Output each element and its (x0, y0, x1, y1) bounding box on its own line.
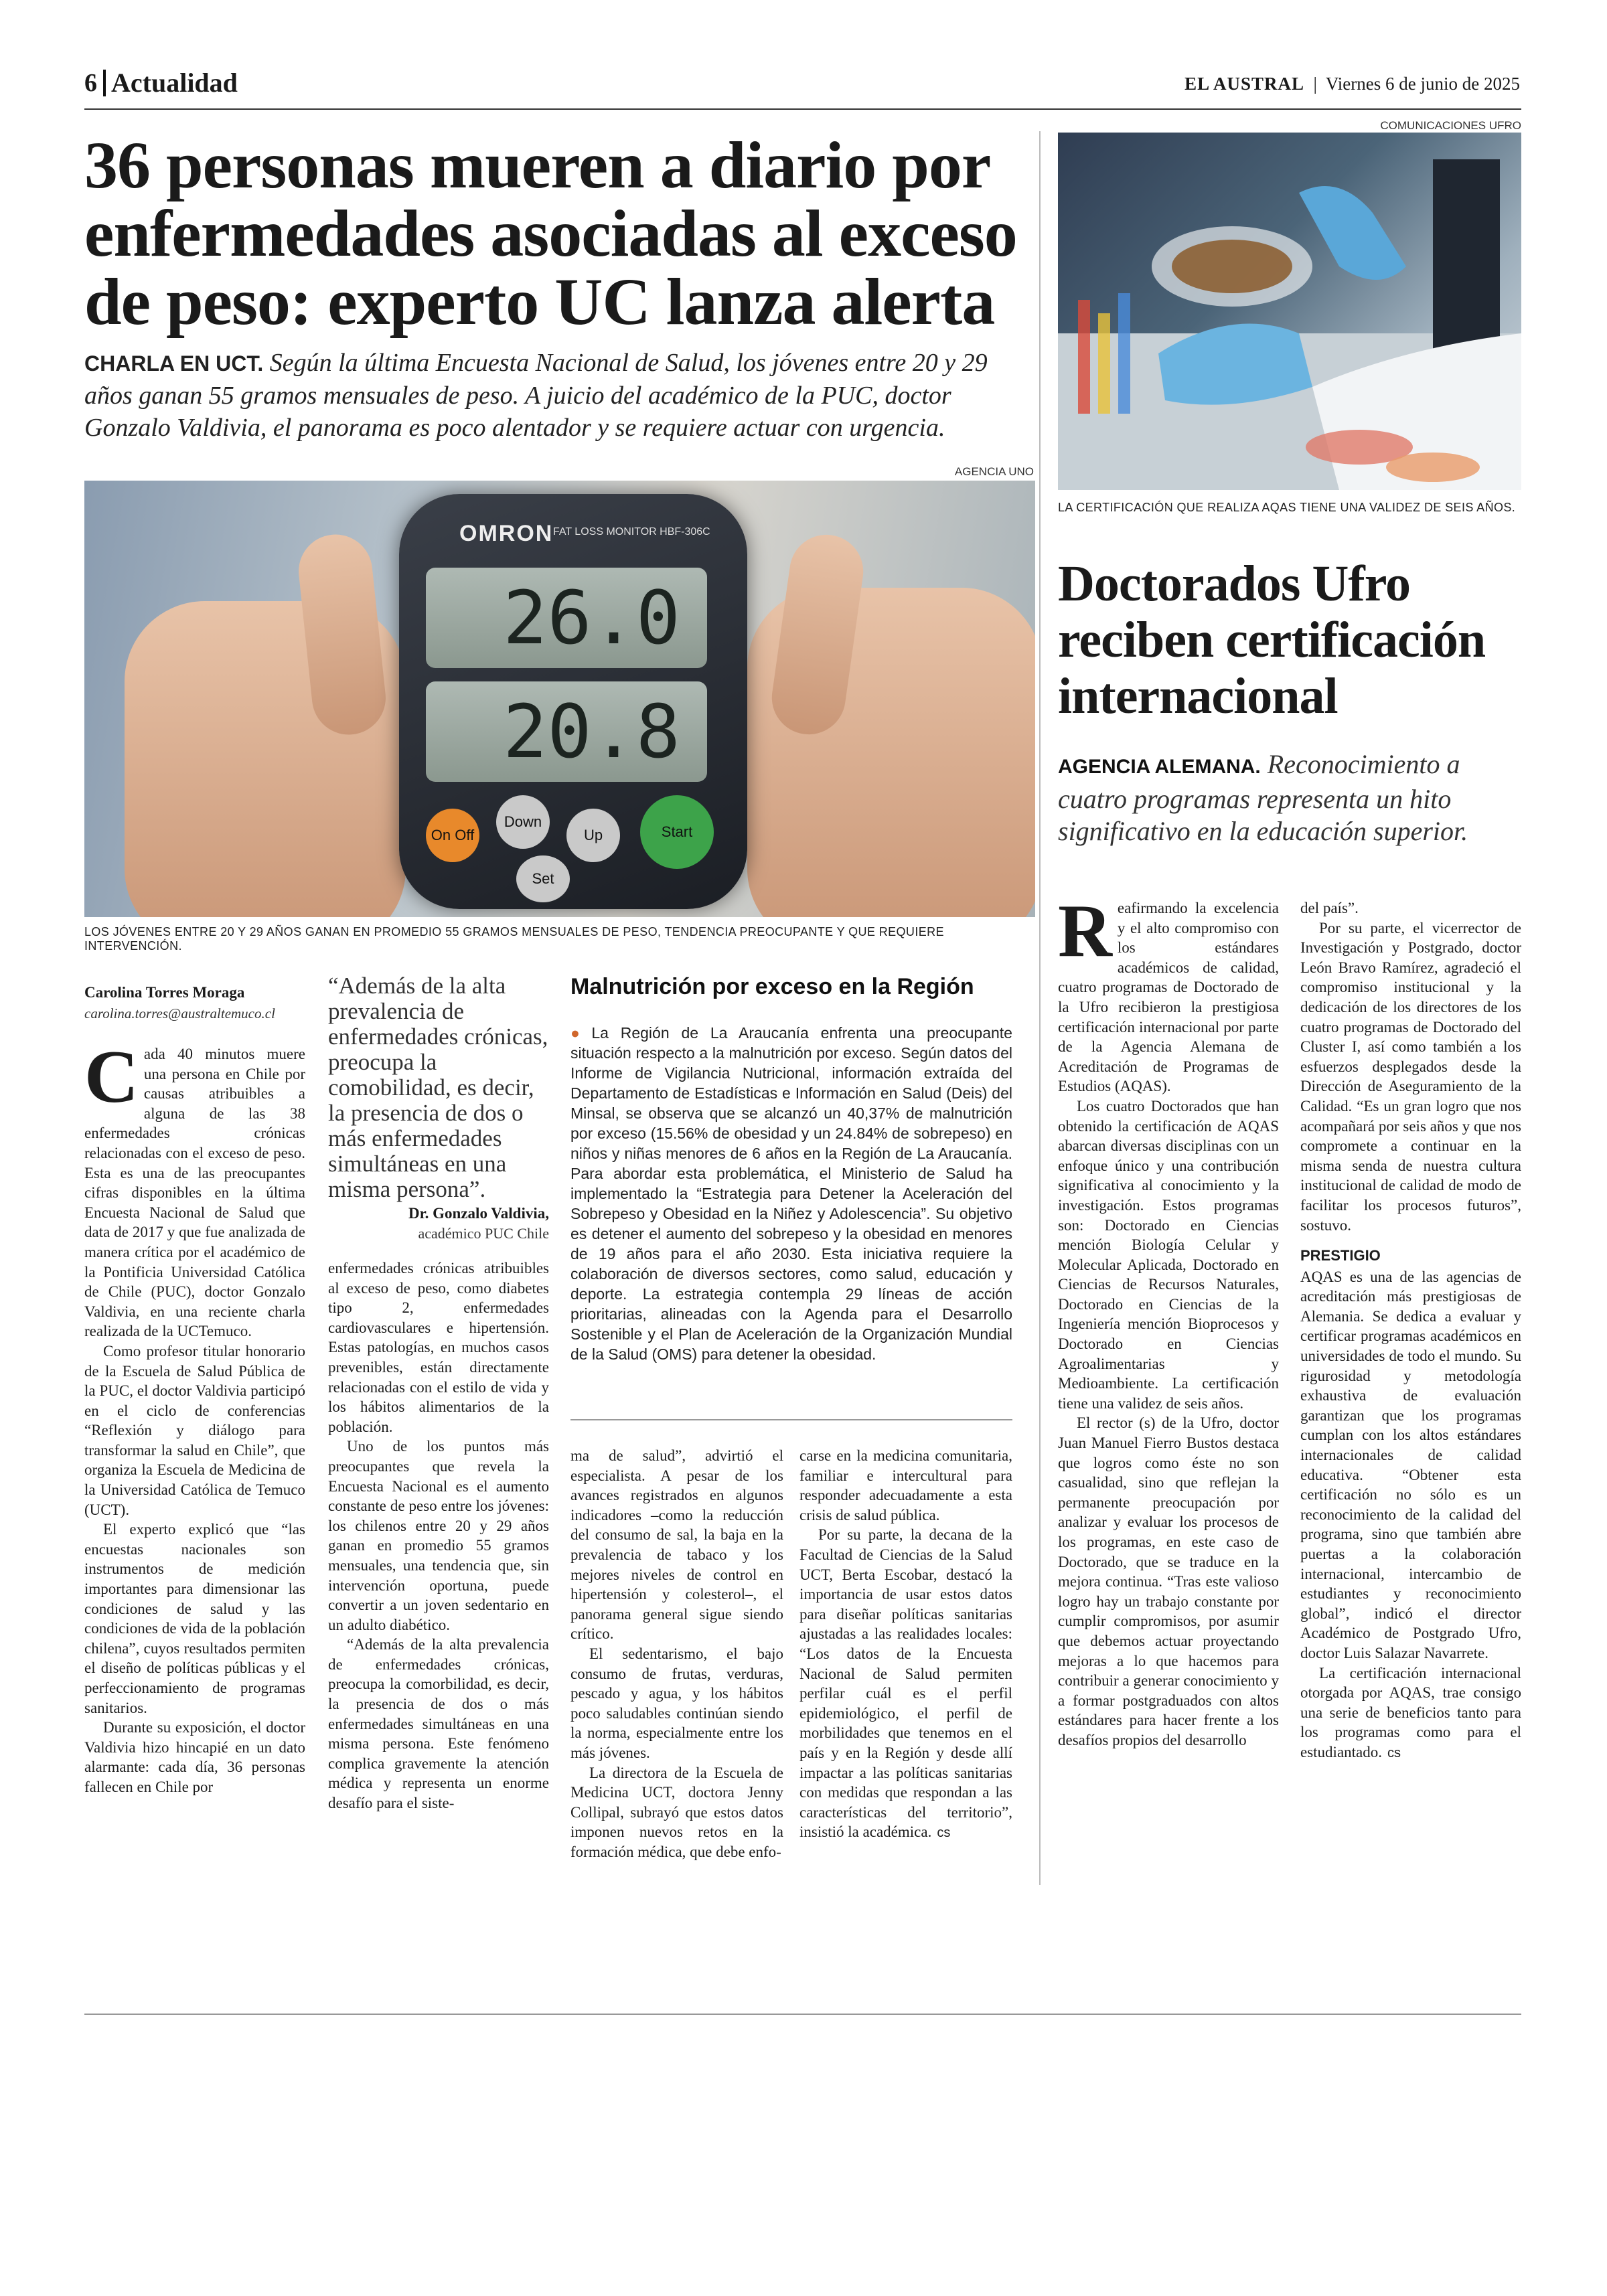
newspaper-name: EL AUSTRAL (1184, 74, 1304, 94)
side-col2-paragraph: AQAS es una de las agencias de acreditación más prestigiosas de Alemania. Se dedica a evaluar y certificar programas académicos en universidades de todo el mundo. Su rigurosidad y metodología exhaustiva de evaluación garantizan que los programas cumplan con los altos estándares internacionales de calidad educativa. “Obtener esta certificación no sólo es un reconocimiento de la calidad del programa, sino que también abre puertas a la colaboración internacional, intercambio de estudiantes y reconocimiento global”, indicó el director Académico de Postgrado Ufro, doctor Luis Salazar Navarrete. (1300, 1268, 1521, 1661)
gloved-hand (1299, 186, 1406, 280)
side-col1-paragraph: eafirmando la excelencia y el alto compromiso con los estándares académicos de calidad, cuatro programas de Doctorado de la Ufro recibieron la prestigiosa certificación internacional por parte de la Agencia Alemana de Acreditación de Programas de Estudios (AQAS). (1058, 900, 1279, 1095)
sidebar-box-body: La Región de La Araucanía enfrenta una preocupante situación respecto a la malnutrición por exceso. Según datos del Informe de Vigilancia Nutricional, información extraída del Departamento de Estadísticas e Información en Salud (Deis) del Minsal, se observa que se alcanzó un 40,37% de malnutrición por exceso (15.56% de obesidad y un 24.84% de sobrepeso) en niños y niñas menores de 6 años en la Región de La Araucanía. Para abordar esta problemática, el Ministerio de Salud ha implementado la “Estrategia para Detener la Aceleración del Sobrepeso y Obesidad en la Niñez y Adolescencia”. Su objetivo es detener el aumento del sobrepeso y la obesidad en menores de 19 años para el año 2030. Esta iniciativa requiere la colaboración de diversos sectores, como salud, educación y deporte. La estrategia contempla 29 líneas de acción prioritarias, alineadas con la Agenda para el Desarrollo Sostenible y el Plan de Aceleración de la Organización Mundial de la Salud (OMS) para detener la obesidad. (570, 1024, 1012, 1363)
main-col3-paragraph: ma de salud”, advirtió el especialista. A pesar de los avances registrados en algunos indicadores –como la reducción del consumo de sal, la baja en la prevalencia de tabaco y los mejores niveles de control en hipertensión y colesterol–, el panorama general sigue siendo crítico. (570, 1447, 783, 1643)
end-of-article-icon: cs (937, 1825, 951, 1841)
main-photo-credit: AGENCIA UNO (954, 465, 1034, 478)
device-up-button: Up (566, 809, 620, 862)
main-column-4 (799, 1446, 1012, 1843)
column-separator (1039, 131, 1041, 1885)
side-headline: Doctorados Ufro reciben certificación internacional (1058, 556, 1486, 724)
side-deck (1058, 748, 1521, 847)
main-deck-kicker: CHARLA EN UCT. (84, 351, 264, 376)
bmi-reading-display: 20.8 (426, 681, 707, 782)
section-name: Actualidad (111, 68, 238, 98)
pull-quote: “Además de la alta prevalencia de enfermedades crónicas, preocupa la comobilidad, es decir, la presencia de dos o más enfermedades simultáneas en una misma persona”. (328, 973, 548, 1202)
main-column-2 (328, 1258, 549, 1813)
side-col1-paragraph: El rector (s) de la Ufro, doctor Juan Manuel Fierro Bustos destaca que logros como éste no son casualidad, sino que reflejan la permanente preocupación por analizar y evaluar los procesos de los programas, en este caso de Doctorado, que se traduce en la mejora continua. “Tras este valioso logro hay un trabajo constante por cumplir compromisos, por asumir que debemos actuar proyectando mejoras a lo que hacemos para contribuir a generar conocimiento y a formar postgraduados con altos estándares para hacer frente a los desafíos propios del desarrollo (1058, 1414, 1279, 1748)
footer-rule (84, 2014, 1521, 2015)
sample (1172, 240, 1292, 293)
pull-quote-role: académico PUC Chile (418, 1225, 549, 1242)
main-photo-caption: LOS JÓVENES ENTRE 20 Y 29 AÑOS GANAN EN PROMEDIO 55 GRAMOS MENSUALES DE PESO, TENDENCIA PREOCUPANTE Y QUE REQUIERE INTERVENCIÓN. (84, 925, 944, 953)
microscope (1433, 159, 1500, 360)
main-headline: 36 personas mueren a diario por enfermedades asociadas al exceso de peso: experto UC lanza alerta (84, 128, 1017, 339)
side-column-1 (1058, 890, 1279, 1750)
main-col3-paragraph: La directora de la Escuela de Medicina UCT, doctora Jenny Collipal, subrayó que estos datos imponen nuevos retos en la formación médica, que debe enfo- (570, 1764, 783, 1860)
main-deck-text: Según la última Encuesta Nacional de Salud, los jóvenes entre 20 y 29 años ganan 55 gramos mensuales de peso. A juicio del académico de la PUC, doctor Gonzalo Valdivia, el panorama es poco alentador y se requiere actuar con urgencia. (84, 349, 988, 442)
petri-dish (1386, 453, 1480, 482)
side-deck-text: Reconocimiento a cuatro programas representa un hito significativo en la educación superior. (1058, 749, 1468, 846)
header-separator-bar (103, 70, 106, 96)
device-set-button: Set (516, 855, 570, 902)
author-email: carolina.torres@australtemuco.cl (84, 1005, 275, 1021)
device-start-button: Start (640, 795, 714, 869)
issue-date: Viernes 6 de junio de 2025 (1325, 74, 1520, 94)
main-col4-paragraph: Por su parte, la decana de la Facultad de Ciencias de la Salud UCT, Berta Escobar, destacó la importancia de usar estos datos para diseñar políticas sanitarias ajustadas a las realidades locales: “Los datos de la Encuesta Nacional de Salud permiten perfilar cuál es el perfil epidemiológico, el perfil de morbilidades que tenemos en el país y en la Región y desde allí impactar a las políticas sanitarias con medidas que respondan a las características del territorio”, insistió la académica. (799, 1526, 1012, 1841)
masthead-divider: | (1308, 74, 1322, 94)
main-col3-paragraph: El sedentarismo, el bajo consumo de frutas, verduras, pescado y agua, y los hábitos poco saludables continúan siendo la norma, especialmente entre los más jóvenes. (570, 1645, 783, 1761)
main-drop-cap: C (84, 1036, 139, 1119)
main-col1-paragraph: El experto explicó que “las encuestas nacionales son instrumentos de medición importantes para dimensionar las condiciones de salud y las condiciones de vida de la población chilena”, cuyos resultados permiten el diseño de políticas públicas y el perfeccionamiento de programas sanitarios. (84, 1521, 305, 1716)
main-deck (84, 347, 1022, 444)
main-column-1 (84, 1036, 305, 1797)
side-col2-paragraph: del país”. (1300, 900, 1359, 916)
subhead: PRESTIGIO (1300, 1247, 1381, 1264)
sidebar-box-text (570, 1023, 1012, 1364)
side-deck-kicker: AGENCIA ALEMANA. (1058, 756, 1261, 778)
lab-illustration (1058, 133, 1521, 490)
side-photo-caption: LA CERTIFICACIÓN QUE REALIZA AQAS TIENE UNA VALIDEZ DE SEIS AÑOS. (1058, 501, 1516, 514)
fat-monitor-device (399, 494, 747, 909)
device-on-off-button: On Off (426, 809, 479, 862)
fat-reading-display: 26.0 (426, 568, 707, 668)
main-col1-paragraph: ada 40 minutos muere una persona en Chile por causas atribuibles a alguna de las 38 enfermedades crónicas relacionadas con el exceso de peso. Esta es una de las preocupantes cifras disponibles en la última Encuesta Nacional de Salud que data de 2017 y que fue analizada de manera crítica por el académico de la Pontificia Universidad Católica de Chile (PUC), doctor Gonzalo Valdivia, en una reciente charla realizada de la UCTemuco. (84, 1046, 305, 1340)
main-column-3 (570, 1446, 783, 1862)
side-drop-cap: R (1058, 890, 1112, 973)
main-col1-paragraph: Como profesor titular honorario de la Escuela de Salud Pública de la PUC, el doctor Valdivia participó en el ciclo de conferencias “Reflexión y diálogo para transformar la salud en Chile”, que organiza la Escuela de Medicina de la Universidad Católica de Temuco (UCT). (84, 1342, 305, 1518)
test-tube-icon (1078, 300, 1090, 414)
end-of-article-icon: cs (1387, 1745, 1401, 1760)
test-tube-icon (1098, 313, 1110, 414)
main-col2-paragraph: enfermedades crónicas atribuibles al exceso de peso, como diabetes tipo 2, enfermedades cardiovasculares e hipertensión. Estas patologías, en muchos casos prevenibles, están directamente relacionadas con el estilo de vida y los hábitos alimentarios de la población. (328, 1260, 549, 1435)
side-col2-paragraph: Por su parte, el vicerrector de Investigación y Postgrado, doctor León Bravo Ramírez, agradeció el compromiso institucional y la dedicación de los directores de los cuatro programas de Doctorado del Cluster I, así como también a los esfuerzos desplegados desde la Dirección de Aseguramiento de la Calidad. “Es un gran logro que nos acompañará por seis años y que nos compromete a continuar en la misma senda de nuestra cultura institucional de calidad de modo de facilitar los procesos futuros”, sostuvo. (1300, 919, 1521, 1234)
main-photo (84, 481, 1035, 917)
side-photo (1058, 133, 1521, 490)
test-tube-icon (1118, 293, 1130, 414)
side-col1-paragraph: Los cuatro Doctorados que han obtenido la certificación de AQAS abarcan diversas disciplinas con un enfoque único y una contribución significativa al conocimiento y la investigación. Estos programas son: Doctorado en Ciencias mención Biología Celular y Molecular Aplicada, Doctorado en Ciencias de Recursos Naturales, Doctorado en Ciencias de la Ingeniería mención Bioprocesos y Doctorado en Ciencias Agroalimentarias y Medioambiente. La certificación tiene una validez de seis años. (1058, 1097, 1279, 1412)
main-col4-paragraph: carse en la medicina comunitaria, familiar e intercultural para responder adecuadamente a esta crisis de salud pública. (799, 1447, 1012, 1524)
sidebar-box-title: Malnutrición por exceso en la Región (570, 974, 974, 999)
author-name: Carolina Torres Moraga (84, 984, 245, 1001)
main-col2-paragraph: “Además de la alta prevalencia de enfermedades crónicas, preocupa la comorbilidad, es decir, la presencia de dos o más enfermedades simultáneas en una misma persona. Este fenómeno complica gravemente la atención médica y representa un enorme desafío para el siste- (328, 1636, 549, 1812)
bullet-icon: ● (570, 1024, 588, 1042)
page-number: 6 (84, 69, 97, 97)
header-rule (84, 108, 1521, 110)
pull-quote-author: Dr. Gonzalo Valdivia, (408, 1205, 549, 1222)
side-photo-credit: COMUNICACIONES UFRO (1380, 119, 1521, 132)
masthead (1184, 74, 1520, 94)
device-down-button: Down (496, 795, 550, 849)
device-brand: OMRON (459, 521, 554, 546)
main-col2-paragraph: Uno de los puntos más preocupantes que revela la Encuesta Nacional es el aumento constante de peso entre los jóvenes: los chilenos entre 20 y 29 años ganan en promedio 55 gramos mensuales, una tendencia que, sin intervención oportuna, puede convertir a un joven sedentario en un adulto diabético. (328, 1438, 549, 1633)
main-col1-paragraph: Durante su exposición, el doctor Valdivia hizo hincapié en un dato alarmante: cada día, 36 personas fallecen en Chile por (84, 1719, 305, 1795)
device-model: FAT LOSS MONITOR HBF-306C (553, 526, 710, 538)
side-column-2 (1300, 898, 1521, 1764)
sidebar-box-rule (570, 1419, 1012, 1420)
side-col2-paragraph: La certificación internacional otorgada por AQAS, trae consigo una serie de beneficios tanto para los programas como para el estudiantado. (1300, 1664, 1521, 1760)
